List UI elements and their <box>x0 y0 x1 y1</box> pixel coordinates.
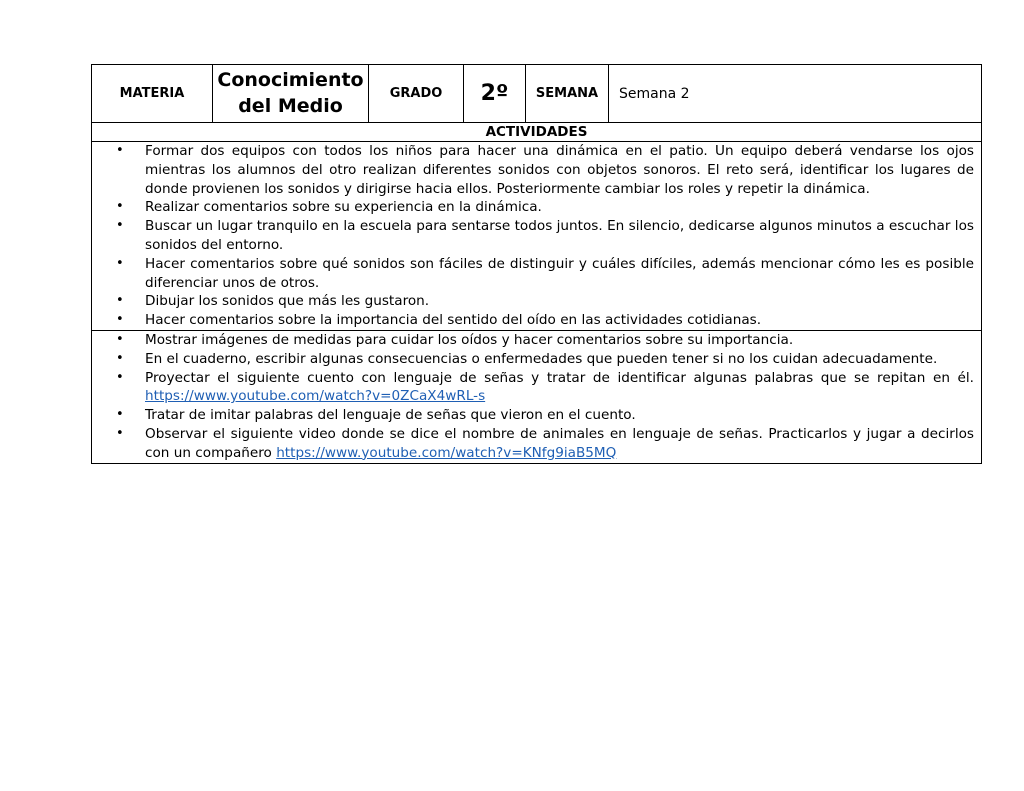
list-item: • Hacer comentarios sobre la importancia del sentido del oído en las actividades cotidianas. <box>145 311 974 330</box>
grado-label: GRADO <box>369 65 464 123</box>
semana-label: SEMANA <box>526 65 609 123</box>
grado-value: 2º <box>464 65 526 123</box>
list-item-text: Proyectar el siguiente cuento con lenguaje de señas y tratar de identificar algunas palabras que se repitan en él. <box>145 369 974 386</box>
list-item <box>145 369 974 407</box>
list-item: • Formar dos equipos con todos los niños para hacer una dinámica en el patio. Un equipo deberá vendarse los ojos mientras los alumnos del otro realizan diferentes sonidos con objetos sonoros. El reto será, identificar los lugares de donde provienen los sonidos y dirigirse hacia ellos. Posteriormente cambiar los roles y repetir la dinámica. <box>145 142 974 198</box>
lesson-plan-table <box>91 64 982 464</box>
list-item <box>145 425 974 463</box>
semana-value: Semana 2 <box>609 65 982 123</box>
youtube-link-animals[interactable]: https://www.youtube.com/watch?v=KNfg9iaB5MQ <box>276 444 617 461</box>
header-row <box>92 65 982 123</box>
youtube-link-story[interactable]: https://www.youtube.com/watch?v=0ZCaX4wRL-s <box>145 388 486 405</box>
materia-value-line1: Conocimiento <box>217 68 364 91</box>
activities-section-1 <box>92 142 982 331</box>
activity-list-1 <box>92 142 981 330</box>
materia-label: MATERIA <box>92 65 213 123</box>
activities-title: ACTIVIDADES <box>92 123 982 142</box>
list-item: • Tratar de imitar palabras del lenguaje de señas que vieron en el cuento. <box>145 406 974 425</box>
materia-value-line2: del Medio <box>238 94 343 117</box>
activities-section-2-row <box>92 330 982 463</box>
list-item: • Hacer comentarios sobre qué sonidos son fáciles de distinguir y cuáles difíciles, además mencionar cómo les es posible diferenciar unos de otros. <box>145 255 974 293</box>
list-item: • Realizar comentarios sobre su experiencia en la dinámica. <box>145 198 974 217</box>
list-item: • Buscar un lugar tranquilo en la escuela para sentarse todos juntos. En silencio, dedicarse algunos minutos a escuchar los sonidos del entorno. <box>145 217 974 255</box>
activities-section-1-row <box>92 142 982 331</box>
list-item: • Mostrar imágenes de medidas para cuidar los oídos y hacer comentarios sobre su importancia. <box>145 331 974 350</box>
list-item: • En el cuaderno, escribir algunas consecuencias o enfermedades que pueden tener si no los cuidan adecuadamente. <box>145 350 974 369</box>
list-item: • Dibujar los sonidos que más les gustaron. <box>145 292 974 311</box>
list-item-text: Observar el siguiente video donde se dice el nombre de animales en lenguaje de señas. Practicarlos y jugar a decirlos con un compañero <box>145 425 974 461</box>
activity-list-2 <box>92 331 981 463</box>
activities-section-2 <box>92 330 982 463</box>
activities-title-row <box>92 123 982 142</box>
materia-value <box>213 65 369 123</box>
